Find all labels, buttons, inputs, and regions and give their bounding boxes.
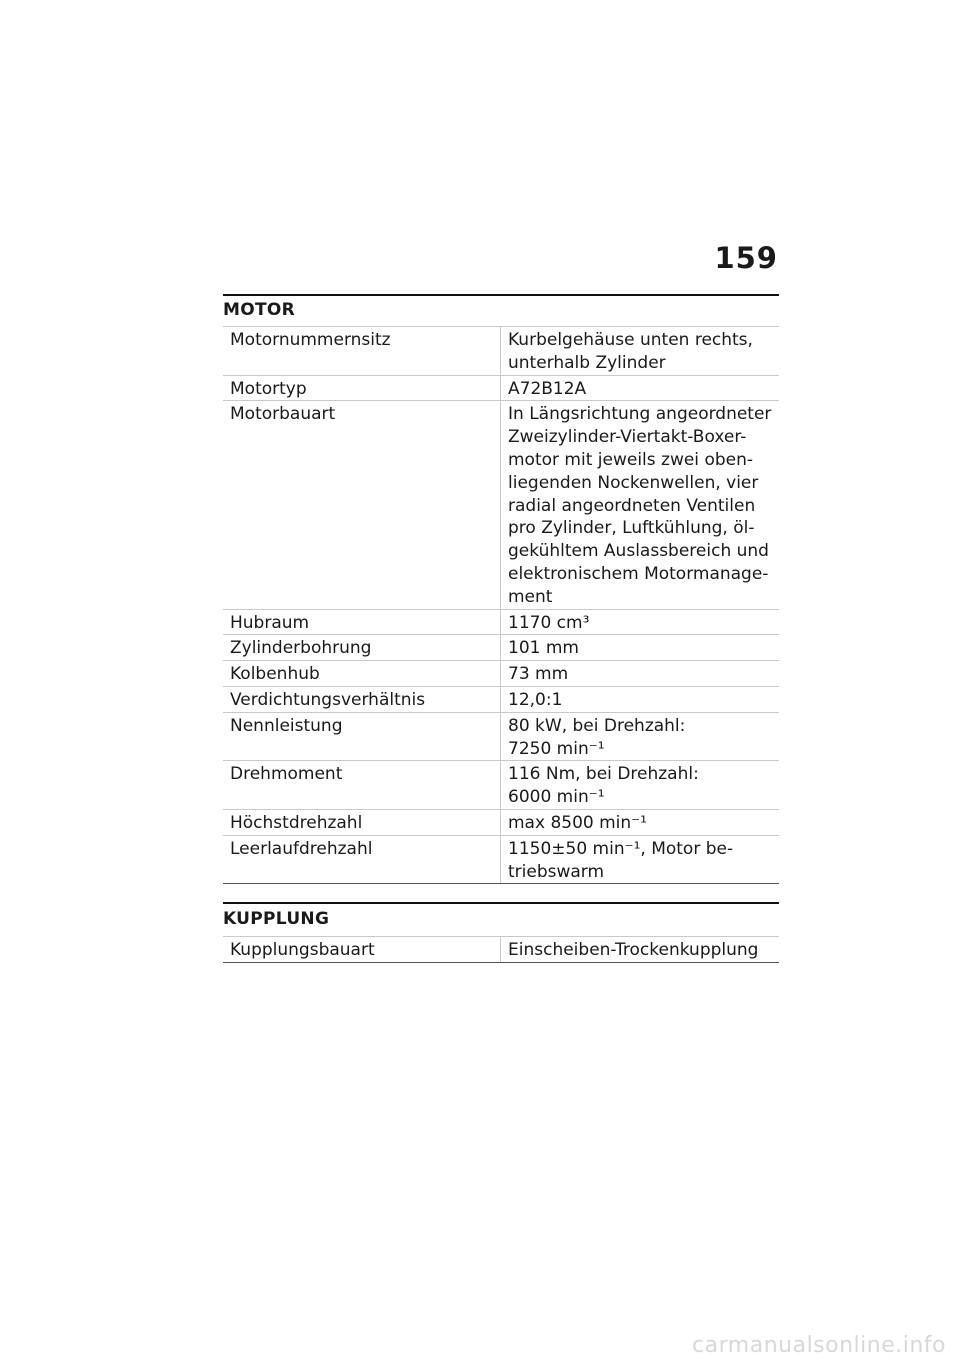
row-value	[501, 835, 780, 884]
row-value	[501, 401, 780, 609]
watermark-link[interactable]: carmanualsonline.info	[692, 1333, 946, 1358]
row-label: Motortyp	[223, 375, 501, 401]
table-row	[223, 937, 779, 963]
table-row	[223, 712, 779, 761]
table-row	[223, 835, 779, 884]
spec-table-kupplung	[223, 936, 779, 963]
value-line: max 8500 min⁻¹	[508, 812, 647, 833]
section-kupplung	[223, 902, 779, 963]
value-line: Kurbelgehäuse unten rechts, unterhalb Zylinder	[508, 330, 753, 373]
row-label: Nennleistung	[223, 712, 501, 761]
row-value	[501, 327, 780, 376]
table-row	[223, 327, 779, 376]
row-value	[501, 375, 780, 401]
row-label: Verdichtungsverhältnis	[223, 686, 501, 712]
row-value	[501, 609, 780, 635]
value-line: A72B12A	[508, 378, 587, 399]
row-label: Hubraum	[223, 609, 501, 635]
row-value	[501, 761, 780, 810]
value-line: Einscheiben-Trockenkupplung	[508, 940, 759, 960]
table-row	[223, 401, 779, 609]
row-label: Motornummernsitz	[223, 327, 501, 376]
row-value	[501, 937, 780, 963]
value-line: 101 mm	[508, 638, 579, 659]
row-label: Motorbauart	[223, 401, 501, 609]
spec-table-motor	[223, 326, 779, 884]
table-row	[223, 761, 779, 810]
value-line: 12,0:1	[508, 689, 563, 710]
row-value	[501, 686, 780, 712]
row-value	[501, 809, 780, 835]
value-line: In Längsrichtung angeordneter Zweizylinder-Viertakt-Boxer- motor mit jeweils zwei oben- liegenden Nockenwellen, vier radial angeordneten Ventilen pro Zylinder, Luftkühlung, öl- gekühltem Auslassbereich und elektronischem Motormanage- ment	[508, 404, 772, 607]
row-value	[501, 661, 780, 687]
page-number: 159	[714, 241, 778, 275]
value-line: 116 Nm, bei Drehzahl: 6000 min⁻¹	[508, 764, 699, 808]
section-title-kupplung: KUPPLUNG	[223, 902, 779, 936]
row-label: Kupplungsbauart	[223, 937, 501, 963]
value-line: 1150±50 min⁻¹, Motor be- triebswarm	[508, 838, 734, 882]
row-value	[501, 712, 780, 761]
table-row	[223, 661, 779, 687]
table-row	[223, 609, 779, 635]
table-row	[223, 809, 779, 835]
table-row	[223, 635, 779, 661]
row-label: Zylinderbohrung	[223, 635, 501, 661]
section-title-motor: MOTOR	[223, 294, 779, 326]
section-motor	[223, 294, 779, 884]
table-row	[223, 375, 779, 401]
row-label: Kolbenhub	[223, 661, 501, 687]
row-value	[501, 635, 780, 661]
row-label: Höchstdrehzahl	[223, 809, 501, 835]
row-label: Leerlaufdrehzahl	[223, 835, 501, 884]
value-line: 80 kW, bei Drehzahl: 7250 min⁻¹	[508, 715, 686, 759]
table-row	[223, 686, 779, 712]
row-label: Drehmoment	[223, 761, 501, 810]
value-line: 1170 cm³	[508, 612, 590, 633]
value-line: 73 mm	[508, 664, 569, 685]
